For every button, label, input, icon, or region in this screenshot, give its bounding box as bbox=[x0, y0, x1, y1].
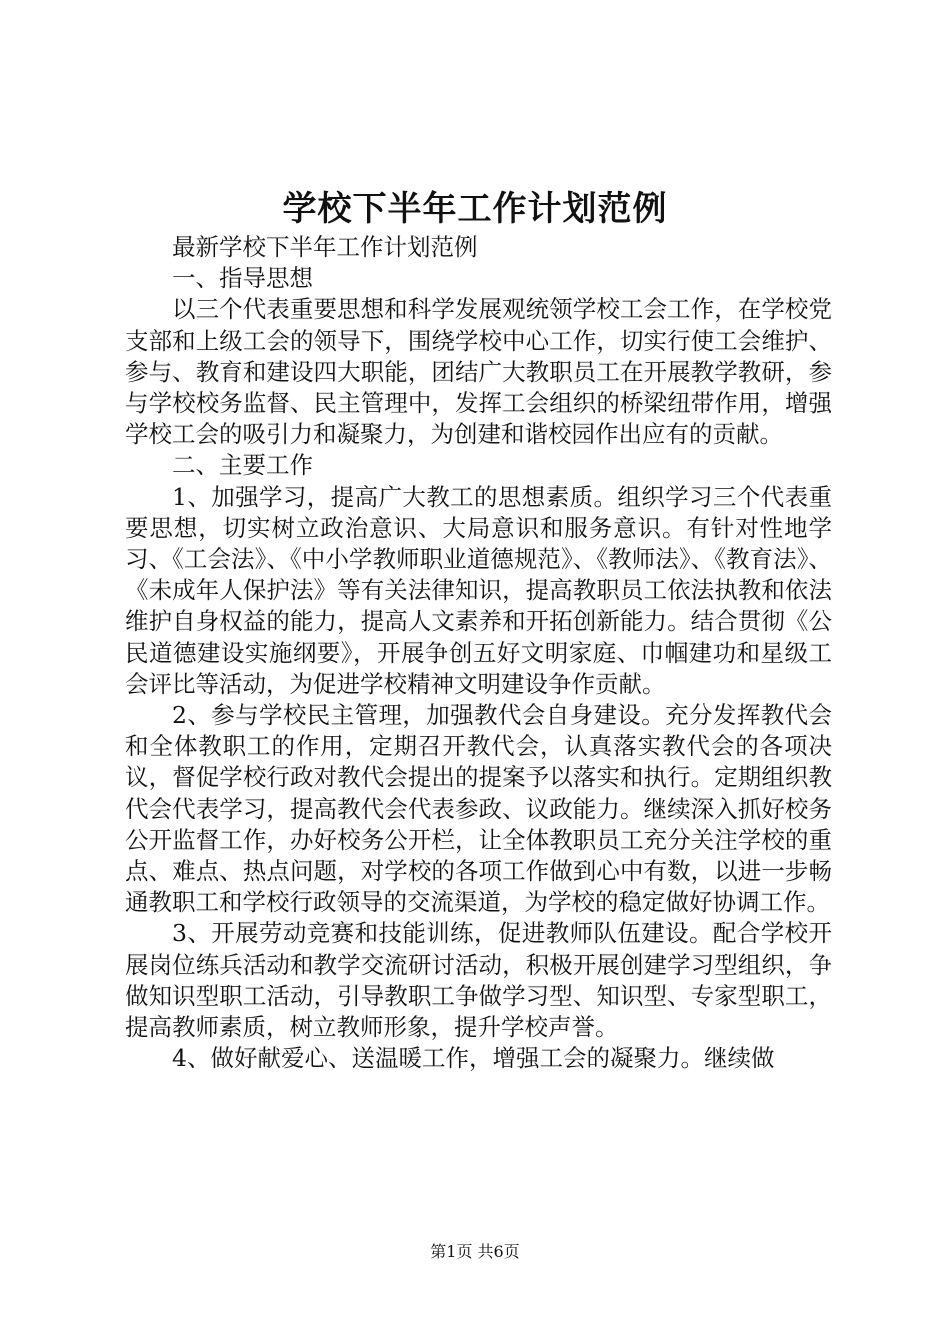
document-body bbox=[125, 232, 832, 1074]
paragraph-guiding-ideology: 以三个代表重要思想和科学发展观统领学校工会工作，在学校党支部和上级工会的领导下，围绕学校中心工作，切实行使工会维护、参与、教育和建设四大职能，团结广大教职员工在开展教学教研，参与学校校务监督、民主管理中，发挥工会组织的桥梁纽带作用，增强学校工会的吸引力和凝聚力，为创建和谐校园作出应有的贡献。 bbox=[125, 295, 832, 449]
page-number-footer: 第1页 共6页 bbox=[430, 1242, 520, 1261]
section-heading-guiding-ideology: 一、指导思想 bbox=[172, 264, 313, 293]
paragraph-item-3: 3、开展劳动竞赛和技能训练，促进教师队伍建设。配合学校开展岗位练兵活动和教学交流研讨活动，积极开展创建学习型组织，争做知识型职工活动，引导教职工争做学习型、知识型、专家型职工，提高教师素质，树立教师形象，提升学校声誉。 bbox=[125, 919, 832, 1042]
subtitle-paragraph: 最新学校下半年工作计划范例 bbox=[172, 233, 478, 261]
section-heading-main-work: 二、主要工作 bbox=[172, 451, 313, 480]
document-title: 学校下半年工作计划范例 bbox=[282, 189, 668, 229]
paragraph-item-2: 2、参与学校民主管理，加强教代会自身建设。充分发挥教代会和全体教职工的作用，定期召开教代会，认真落实教代会的各项决议，督促学校行政对教代会提出的提案予以落实和执行。定期组织教代会代表学习，提高教代会代表参政、议政能力。继续深入抓好校务公开监督工作，办好校务公开栏，让全体教职员工充分关注学校的重点、难点、热点问题，对学校的各项工作做到心中有数，以进一步畅通教职工和学校行政领导的交流渠道，为学校的稳定做好协调工作。 bbox=[125, 701, 832, 917]
paragraph-item-1: 1、加强学习，提高广大教工的思想素质。组织学习三个代表重要思想，切实树立政治意识、大局意识和服务意识。有针对性地学习、《工会法》、《中小学教师职业道德规范》、《教师法》、《教育法》、《未成年人保护法》等有关法律知识，提高教职员工依法执教和依法维护自身权益的能力，提高人文素养和开拓创新能力。结合贯彻《公民道德建设实施纲要》，开展争创五好文明家庭、巾帼建功和星级工会评比等活动，为促进学校精神文明建设争作贡献。 bbox=[125, 482, 832, 698]
paragraph-item-4: 4、做好献爱心、送温暖工作，增强工会的凝聚力。继续做 bbox=[172, 1044, 775, 1073]
